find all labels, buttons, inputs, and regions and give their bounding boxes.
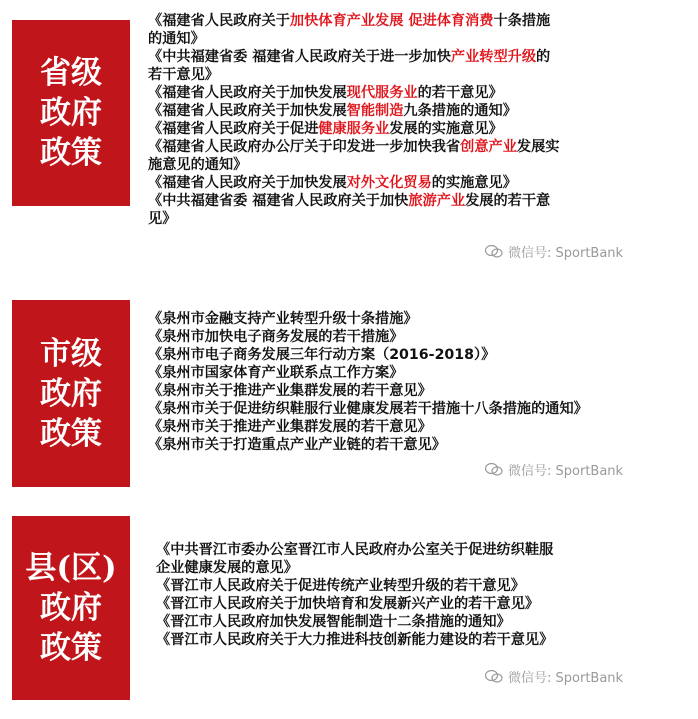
policy-text: 九条措施的通知》	[403, 103, 517, 119]
label-line: 政府	[40, 590, 102, 626]
policy-item	[156, 613, 676, 631]
policy-highlight: 智能制造	[346, 103, 404, 119]
section-label-provincial	[12, 20, 130, 206]
label-line: 政策	[40, 135, 102, 171]
policy-text: 《福建省人民政府关于促进	[148, 121, 319, 137]
label-line: 省级	[40, 55, 102, 91]
policy-text: 《晋江市人民政府加快发展智能制造十二条措施的通知》	[156, 614, 511, 630]
label-line: 市级	[40, 335, 102, 372]
policy-text: 见》	[148, 211, 177, 227]
policy-text: 《泉州市关于推进产业集群发展的若干意见》	[148, 419, 432, 435]
policy-text: 发展实	[516, 139, 560, 155]
policy-text: 的通知》	[148, 31, 205, 47]
policy-text: 的若干意见》	[417, 85, 503, 101]
section-label-city	[12, 300, 130, 487]
label-line: 政府	[40, 375, 102, 412]
policy-item	[156, 577, 676, 595]
watermark-text: 微信号: SportBank	[508, 671, 624, 686]
policy-highlight: 对外文化贸易	[346, 175, 432, 191]
policy-text: 十条措施	[493, 13, 551, 29]
policy-text: 《中共晋江市委办公室晋江市人民政府办公室关于促进纺织鞋服	[156, 542, 554, 558]
policy-text: 《福建省人民政府办公厅关于印发进一步加快我省	[148, 139, 461, 155]
policy-text: 《泉州市关于打造重点产业产业链的若干意见》	[148, 437, 446, 453]
policy-text: 企业健康发展的意见》	[156, 560, 298, 576]
policy-item	[148, 174, 663, 192]
policy-item	[156, 595, 676, 613]
policy-item	[148, 192, 663, 228]
policy-text: 《中共福建省委 福建省人民政府关于进一步加快	[148, 49, 451, 65]
policy-text: 《晋江市人民政府关于加快培育和发展新兴产业的若干意见》	[156, 596, 540, 612]
policy-highlight: 创意产业	[460, 139, 517, 155]
policy-text: 施意见的通知》	[148, 157, 248, 173]
policy-item	[148, 48, 663, 84]
label-line: 政府	[40, 95, 102, 131]
policy-item	[148, 400, 678, 418]
policy-text: 《泉州市关于促进纺织鞋服行业健康发展若干措施十八条措施的通知》	[148, 401, 588, 417]
policy-item	[148, 120, 663, 138]
policy-text: 《泉州市电子商务发展三年行动方案（2016-2018）》	[148, 347, 496, 363]
policy-text: 《福建省人民政府关于	[148, 13, 290, 29]
policy-highlight: 加快体育产业发展 促进体育消费	[289, 13, 494, 29]
policy-item	[148, 310, 678, 328]
watermark	[485, 242, 623, 261]
wechat-icon	[485, 245, 503, 258]
policy-text: 《晋江市人民政府关于大力推进科技创新能力建设的若干意见》	[156, 632, 554, 648]
policy-item	[148, 346, 678, 364]
policy-text: 《福建省人民政府关于加快发展	[148, 103, 347, 119]
watermark	[485, 460, 623, 479]
policy-text: 发展的实施意见》	[389, 121, 503, 137]
policy-list-city	[148, 310, 678, 454]
policy-highlight: 健康服务业	[318, 121, 390, 137]
watermark-text: 微信号: SportBank	[508, 464, 624, 479]
policy-list-provincial	[148, 12, 663, 228]
policy-text: 《福建省人民政府关于加快发展	[148, 85, 347, 101]
policy-text: 若干意见》	[148, 67, 219, 83]
policy-item	[148, 102, 663, 120]
policy-item	[148, 138, 663, 174]
policy-highlight: 产业转型升级	[450, 49, 537, 65]
watermark-text: 微信号: SportBank	[508, 246, 624, 261]
policy-text: 的	[536, 49, 551, 65]
policy-item	[148, 84, 663, 102]
policy-text: 《晋江市人民政府关于促进传统产业转型升级的若干意见》	[156, 578, 525, 594]
policy-text: 的实施意见》	[431, 175, 517, 191]
policy-text: 《泉州市加快电子商务发展的若干措施》	[148, 329, 404, 345]
watermark	[485, 667, 623, 686]
policy-highlight: 现代服务业	[346, 85, 418, 101]
policy-text: 《中共福建省委 福建省人民政府关于加快	[148, 193, 409, 209]
policy-text: 《福建省人民政府关于加快发展	[148, 175, 347, 191]
section-label-county	[12, 516, 130, 700]
policy-text: 《泉州市国家体育产业联系点工作方案》	[148, 365, 404, 381]
policy-item	[148, 382, 678, 400]
label-line: 政策	[40, 415, 102, 452]
policy-text: 发展的若干意	[465, 193, 551, 209]
wechat-icon	[485, 463, 503, 476]
policy-item	[148, 418, 678, 436]
policy-item	[148, 436, 678, 454]
policy-item	[148, 12, 663, 48]
policy-text: 《泉州市金融支持产业转型升级十条措施》	[148, 311, 418, 327]
label-line: 县(区)	[25, 550, 117, 586]
policy-item	[156, 541, 676, 577]
policy-highlight: 旅游产业	[408, 193, 466, 209]
policy-item	[156, 631, 676, 649]
policy-item	[148, 328, 678, 346]
policy-list-county	[156, 541, 676, 649]
label-line: 政策	[40, 630, 102, 666]
wechat-icon	[485, 670, 503, 683]
policy-item	[148, 364, 678, 382]
policy-text: 《泉州市关于推进产业集群发展的若干意见》	[148, 383, 432, 399]
